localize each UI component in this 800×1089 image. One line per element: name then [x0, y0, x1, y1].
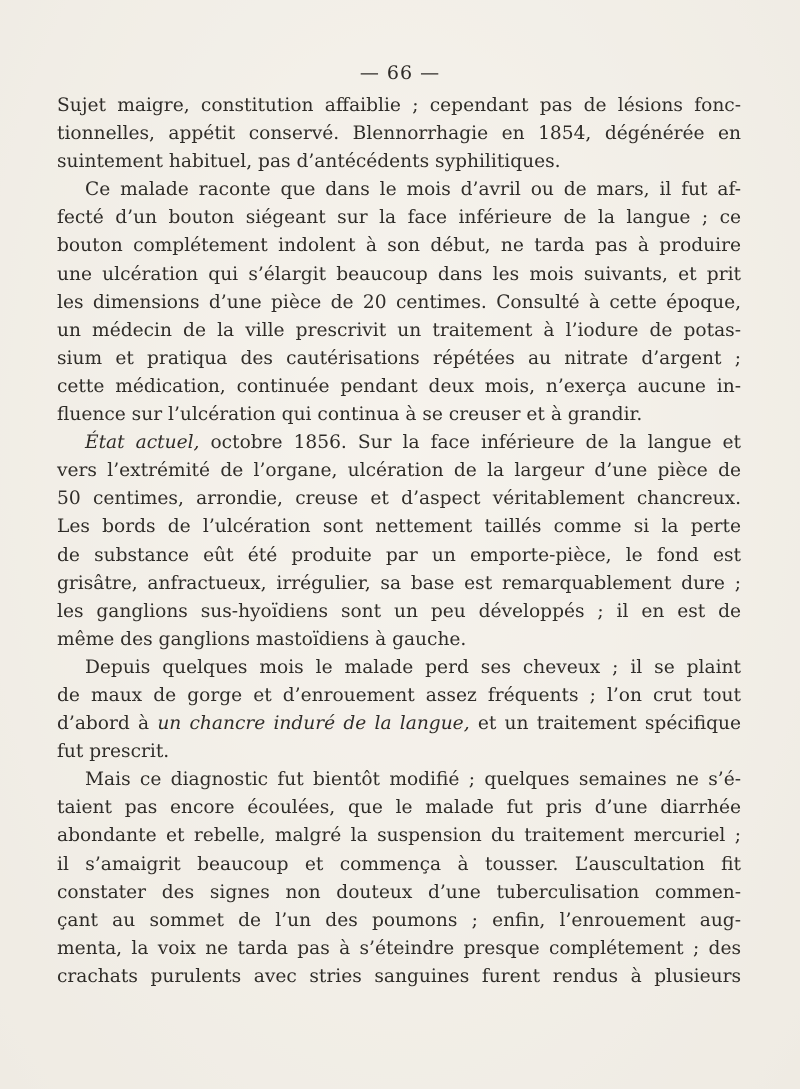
text-line: menta, la voix ne tarda pas à s’éteindre presque complétement ; des: [57, 937, 741, 959]
paragraph-start-line: Mais ce diagnostic fut bientôt modifié ; quelques semaines ne s’é-: [85, 769, 741, 791]
text-line: bouton complétement indolent à son début, ne tarda pas à produire: [57, 235, 741, 257]
paragraph-start-line: Ce malade raconte que dans le mois d’avril ou de mars, il fut af-: [85, 179, 741, 201]
text-line: taient pas encore écoulées, que le malade fut pris d’une diarrhée: [57, 797, 741, 819]
text-line: abondante et rebelle, malgré la suspension du traitement mercuriel ;: [57, 825, 741, 847]
text-fragment: d’abord à: [57, 713, 158, 735]
text-line: [57, 710, 741, 738]
text-line: suintement habituel, pas d’antécédents syphilitiques.: [57, 151, 561, 173]
text-line: il s’amaigrit beaucoup et commença à tousser. L’auscultation fit: [57, 853, 741, 875]
text-line: vers l’extrémité de l’organe, ulcération de la largeur d’une pièce de: [57, 460, 741, 482]
text-line: grisâtre, anfractueux, irrégulier, sa base est remarquablement dure ;: [57, 572, 741, 594]
text-line: les dimensions d’une pièce de 20 centimes. Consulté à cette époque,: [57, 291, 741, 313]
text-line: fluence sur l’ulcération qui continua à se creuser et à grandir.: [57, 404, 643, 426]
text-line: constater des signes non douteux d’une tuberculisation commen-: [57, 881, 741, 903]
text-line: 50 centimes, arrondie, creuse et d’aspect véritablement chancreux.: [57, 488, 741, 510]
text-line: fecté d’un bouton siégeant sur la face inférieure de la langue ; ce: [57, 207, 741, 229]
emphasis-text: un chancre induré de la langue,: [157, 713, 470, 735]
text-line: même des ganglions mastoïdiens à gauche.: [57, 628, 467, 650]
text-line: tionnelles, appétit conservé. Blennorrhagie en 1854, dégénérée en: [57, 123, 741, 145]
text-fragment: et un traitement spécifique: [469, 713, 741, 735]
text-line: fut prescrit.: [57, 741, 170, 763]
text-line: les ganglions sus-hyoïdiens sont un peu développés ; il en est de: [57, 600, 741, 622]
text-line: cette médication, continuée pendant deux mois, n’exerça aucune in-: [57, 375, 741, 397]
text-fragment: octobre 1856. Sur la face inférieure de la langue et: [199, 432, 741, 454]
text-line: de maux de gorge et d’enrouement assez fréquents ; l’on crut tout: [57, 684, 741, 706]
text-line: çant au sommet de l’un des poumons ; enfin, l’enrouement aug-: [57, 909, 741, 931]
page-number: — 66 —: [359, 62, 441, 84]
text-line: Sujet maigre, constitution affaiblie ; cependant pas de lésions fonc-: [57, 95, 741, 116]
text-line: une ulcération qui s’élargit beaucoup dans les mois suivants, et prit: [57, 263, 741, 285]
paragraph-start-line: Depuis quelques mois le malade perd ses cheveux ; il se plaint: [85, 656, 741, 678]
body-text: [57, 92, 741, 991]
text-line: crachats purulents avec stries sanguines furent rendus à plusieurs: [57, 965, 741, 987]
section-label: État actuel,: [85, 432, 200, 454]
text-line: Les bords de l’ulcération sont nettement taillés comme si la perte: [57, 516, 741, 538]
text-line: un médecin de la ville prescrivit un traitement à l’iodure de potas-: [57, 319, 741, 341]
paragraph-start-line: [57, 429, 741, 457]
text-line: de substance eût été produite par un emporte-pièce, le fond est: [57, 544, 741, 566]
text-line: sium et pratiqua des cautérisations répétées au nitrate d’argent ;: [57, 347, 741, 369]
